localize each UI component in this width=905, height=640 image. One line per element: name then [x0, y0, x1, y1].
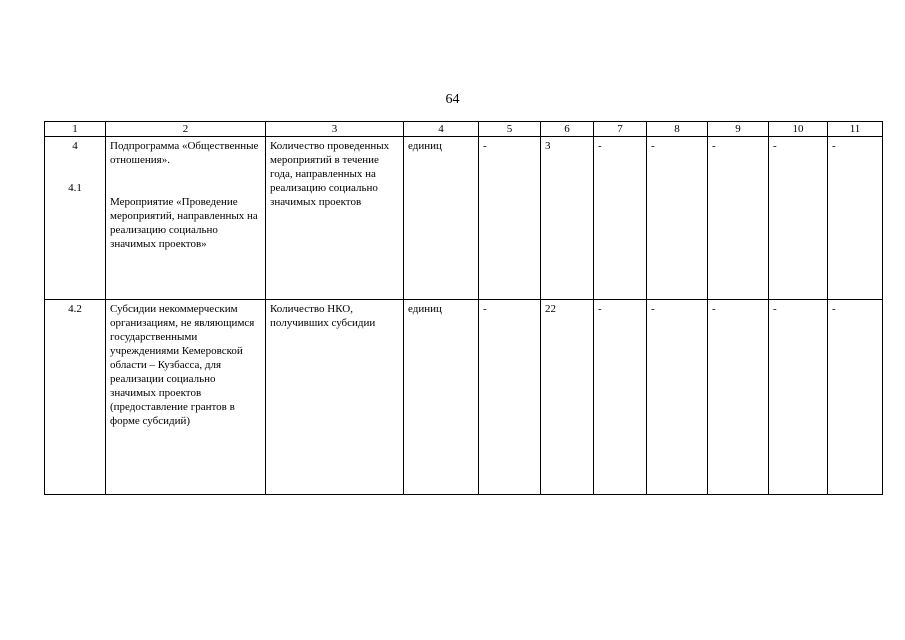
subprogram-name: Подпрограмма «Общественные отношения». — [110, 140, 259, 166]
value-cell: - — [828, 300, 883, 495]
header-cell: 8 — [647, 122, 708, 137]
value-cell: - — [594, 137, 647, 300]
header-cell: 10 — [769, 122, 828, 137]
header-cell: 9 — [708, 122, 769, 137]
unit-cell: единиц — [404, 137, 479, 300]
indicator-table — [44, 121, 883, 495]
name-cell: Субсидии некоммерческим организациям, не являющимся государственными учреждениями Кемеровской области – Кузбасса, для реализации социально значимых проектов (предоставление грантов в форме субсидий) — [106, 300, 266, 495]
header-cell: 4 — [404, 122, 479, 137]
header-cell: 7 — [594, 122, 647, 137]
header-cell: 11 — [828, 122, 883, 137]
page-number: 64 — [445, 92, 460, 107]
table-row — [45, 137, 883, 300]
value-cell: - — [647, 300, 708, 495]
header-cell: 2 — [106, 122, 266, 137]
row-number-cell — [45, 137, 106, 300]
indicator-cell: Количество НКО, получивших субсидии — [266, 300, 404, 495]
header-cell: 1 — [45, 122, 106, 137]
row-number: 4.1 — [68, 182, 82, 194]
row-number: 4.2 — [45, 300, 106, 495]
value-cell: - — [647, 137, 708, 300]
header-cell: 6 — [541, 122, 594, 137]
name-cell — [106, 137, 266, 300]
value-cell: - — [594, 300, 647, 495]
value-cell: - — [769, 137, 828, 300]
table-row — [45, 300, 883, 495]
value-cell: - — [708, 137, 769, 300]
value-cell: - — [708, 300, 769, 495]
unit-cell: единиц — [404, 300, 479, 495]
row-number: 4 — [72, 140, 78, 152]
value-cell: - — [479, 300, 541, 495]
value-cell: - — [479, 137, 541, 300]
indicator-cell: Количество проведенных мероприятий в течение года, направленных на реализацию социально значимых проектов — [266, 137, 404, 300]
value-cell: 3 — [541, 137, 594, 300]
value-cell: - — [828, 137, 883, 300]
header-cell: 5 — [479, 122, 541, 137]
value-cell: 22 — [541, 300, 594, 495]
header-row — [45, 122, 883, 137]
value-cell: - — [769, 300, 828, 495]
header-cell: 3 — [266, 122, 404, 137]
measure-name: Мероприятие «Проведение мероприятий, направленных на реализацию социально значимых проектов» — [110, 196, 258, 250]
